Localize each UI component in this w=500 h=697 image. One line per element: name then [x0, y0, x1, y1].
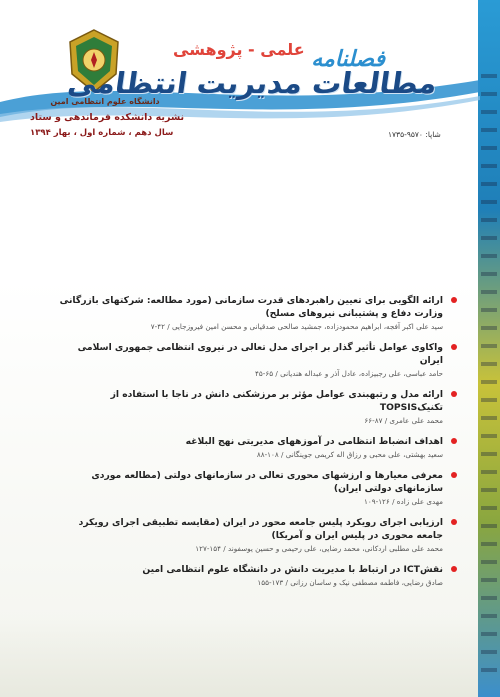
article-authors: محمد علی عامری / ۸۷-۶۶ [364, 416, 443, 425]
list-item [52, 294, 457, 332]
article-authors: حامد عباسی، علی رجبیزاده، عادل آذر و عبداله هندیانی / ۶۵-۴۵ [255, 369, 443, 378]
bullet-icon [451, 344, 457, 350]
article-title: نقشICT در ارتباط با مدیریت دانش در دانشگاه علوم انتظامی امین [142, 564, 443, 575]
bottom-fade [0, 617, 478, 697]
bullet-icon [451, 391, 457, 397]
article-title: ارزیابی اجرای رویکرد پلیس جامعه محور در ایران (مقایسه تطبیقی اجرای رویکرد جامعه محوری در پلیس ایران و آمریکا) [78, 517, 443, 541]
bullet-icon [451, 472, 457, 478]
article-authors: محمد علی مطلبی اردکانی، محمد رضایی، علی رحیمی و حسین یوسفوند / ۱۵۴-۱۲۷ [195, 544, 443, 553]
bullet-icon [451, 566, 457, 572]
article-list [52, 294, 457, 597]
bullet-icon [451, 438, 457, 444]
article-title: واکاوی عوامل تأثیر گذار بر اجرای مدل تعالی در نیروی انتظامی جمهوری اسلامی ایران [77, 342, 443, 366]
bullet-icon [451, 297, 457, 303]
article-title: اهداف انضباط انتظامی در آموزههای مدیریتی نهج البلاغه [185, 436, 443, 447]
issn: شاپا: ۹۵۷۰-۱۷۳۵ [388, 130, 441, 139]
publisher-name: نشریه دانشکده فرماندهی و ستاد [30, 112, 185, 123]
list-item [52, 435, 457, 460]
article-authors: صادق رضایی، فاطمه مصطفی نیک و ساسان رزانی / ۱۷۳-۱۵۵ [257, 578, 443, 587]
list-item [52, 341, 457, 379]
list-item [52, 516, 457, 554]
article-title: ارائه مدل و رتبهبندی عوامل مؤثر بر مرزشکنی دانش در ناجا با استفاده از تکنیکTOPSIS [110, 389, 443, 413]
list-item [52, 469, 457, 507]
article-title: ارائه الگویی برای تعیین راهبردهای قدرت سازمانی (مورد مطالعه: شرکتهای بازرگانی وزارت دفاع و پشتیبانی نیروهای مسلح) [59, 295, 443, 319]
list-item [52, 563, 457, 588]
article-title: معرفی معیارها و ارزشهای محوری تعالی در سازمانهای دولتی (مطالعه موردی سازمانهای دولتی ایران) [91, 470, 443, 494]
article-authors: مهدی علی زاده / ۱۲۶-۱۰۹ [364, 497, 443, 506]
issue-info: سال دهم ، شماره اول ، بهار ۱۳۹۴ [30, 128, 174, 138]
list-item [52, 388, 457, 426]
article-authors: سید علی اکبر آفجه، ابراهیم محمودزاده، جمشید صالحی صدقیانی و محسن امین فیروزجایی / ۴۲-۷ [150, 322, 443, 331]
bullet-icon [451, 519, 457, 525]
season-word: فصلنامه [311, 46, 385, 72]
journal-type: علمی - پژوهشی [173, 40, 305, 59]
journal-title: مطالعات مدیریت انتظامی [65, 66, 440, 100]
article-authors: سعید بهشتی، علی محبی و رزاق اله کریمی جوینگانی / ۱۰۸-۸۸ [256, 450, 443, 459]
university-name: دانشگاه علوم انتظامی امین [50, 97, 160, 106]
